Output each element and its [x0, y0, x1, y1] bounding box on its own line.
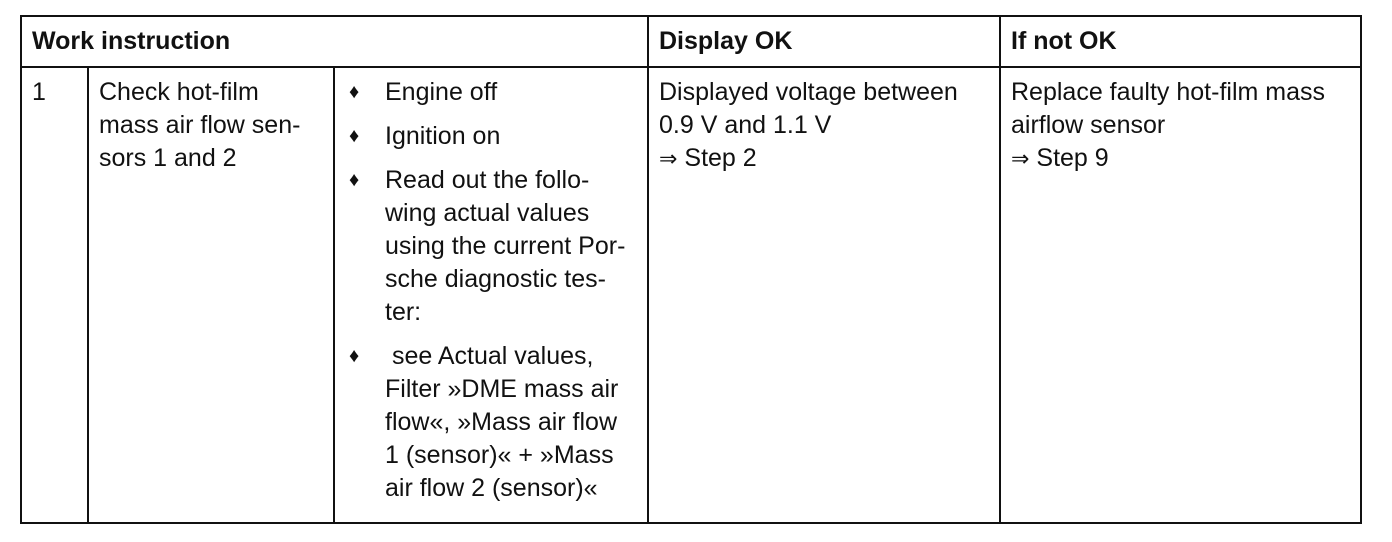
instruction-line: 1 (sensor)« + »Mass [385, 441, 614, 469]
if-not-ok-cell [1000, 67, 1361, 523]
task-line: Check hot-film [99, 78, 259, 106]
instruction-line: Filter »DME mass air [385, 375, 619, 403]
instruction-steps [334, 67, 648, 523]
instruction-line: using the current Por- [385, 232, 626, 260]
double-arrow-right-icon: ⇒ [659, 147, 678, 172]
instruction-line: Engine off [385, 78, 498, 106]
header-display-ok: Display OK [648, 16, 1000, 67]
diamond-bullet-icon: ♦ [349, 169, 360, 191]
table-row [21, 67, 1361, 523]
instruction-list [345, 76, 637, 505]
diamond-bullet-icon: ♦ [349, 81, 360, 103]
task-line: sors 1 and 2 [99, 144, 237, 172]
diamond-bullet-icon: ♦ [349, 125, 360, 147]
instruction-line: Read out the follo- [385, 166, 590, 194]
list-item [345, 164, 637, 329]
display-ok-cell [648, 67, 1000, 523]
if-not-ok-line: airflow sensor [1011, 111, 1166, 139]
instruction-line: wing actual values [385, 199, 590, 227]
list-item [345, 120, 637, 153]
display-ok-line: Displayed voltage between [659, 78, 958, 106]
instruction-line: flow«, »Mass air flow [385, 408, 618, 436]
instruction-line: Ignition on [385, 122, 501, 150]
list-item [345, 340, 637, 505]
task-description [88, 67, 334, 523]
list-item [345, 76, 637, 109]
instruction-line: see Actual values, [385, 342, 594, 370]
next-step-label: Step 2 [684, 144, 757, 172]
if-not-ok-line: Replace faulty hot-film mass [1011, 78, 1326, 106]
next-step-reference [659, 142, 989, 176]
header-work-instruction: Work instruction [21, 16, 648, 67]
step-number: 1 [21, 67, 88, 523]
diamond-bullet-icon: ♦ [349, 345, 360, 367]
double-arrow-right-icon: ⇒ [1011, 147, 1030, 172]
table-header-row [21, 16, 1361, 67]
instruction-line: sche diagnostic tes- [385, 265, 606, 293]
display-ok-line: 0.9 V and 1.1 V [659, 111, 832, 139]
instruction-line: air flow 2 (sensor)« [385, 474, 598, 502]
header-if-not-ok: If not OK [1000, 16, 1361, 67]
next-step-reference [1011, 142, 1350, 176]
task-line: mass air flow sen- [99, 111, 301, 139]
next-step-label: Step 9 [1036, 144, 1109, 172]
work-instruction-table [20, 15, 1362, 524]
instruction-line: ter: [385, 298, 422, 326]
